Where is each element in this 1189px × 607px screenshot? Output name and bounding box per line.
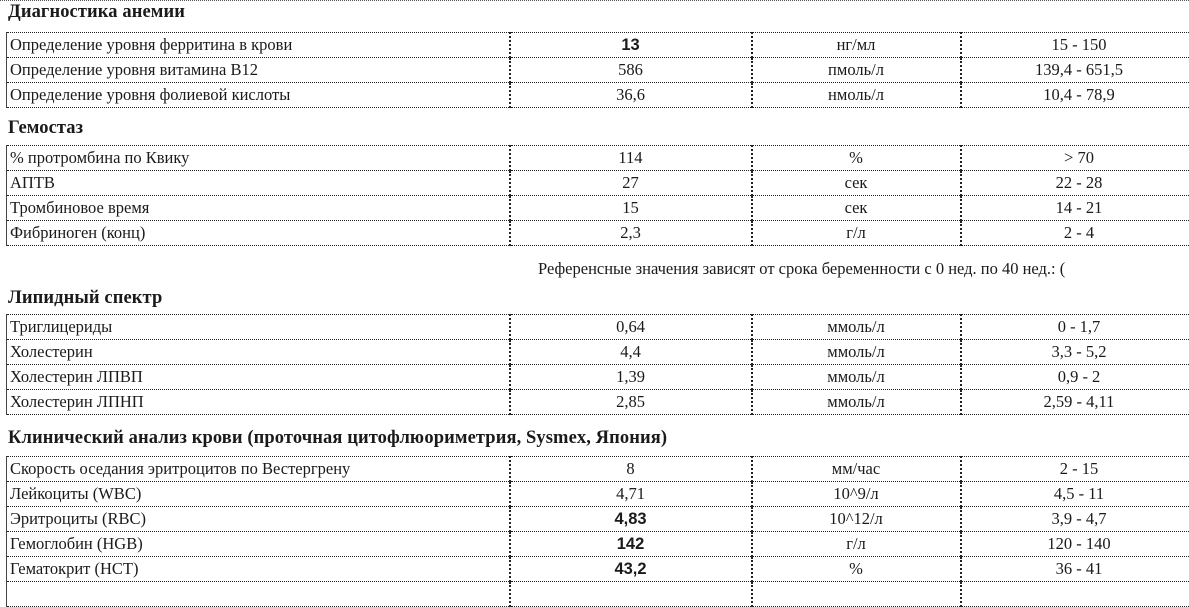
table-row: [7, 33, 1189, 58]
table-row: [7, 482, 1189, 507]
test-name: Фибриноген (конц): [7, 221, 510, 246]
cbc-table: [6, 456, 1189, 607]
test-name: Гематокрит (HCT): [7, 557, 510, 582]
test-name: Холестерин: [7, 340, 510, 365]
test-reference: 15 - 150: [961, 33, 1189, 58]
table-row: [7, 83, 1189, 108]
test-reference: 10,4 - 78,9: [961, 83, 1189, 108]
test-unit: сек: [752, 171, 961, 196]
test-value: 586: [510, 58, 752, 83]
test-value: 15: [510, 196, 752, 221]
test-value: 4,83: [510, 507, 752, 532]
test-reference: 3,9 - 4,7: [961, 507, 1189, 532]
test-name: Определение уровня витамина В12: [7, 58, 510, 83]
empty-cell: [752, 582, 961, 607]
test-value: 4,4: [510, 340, 752, 365]
test-value: 142: [510, 532, 752, 557]
test-reference: 2 - 15: [961, 457, 1189, 482]
table-row: [7, 532, 1189, 557]
anemia-table: [6, 32, 1189, 108]
test-unit: %: [752, 557, 961, 582]
test-unit: г/л: [752, 221, 961, 246]
test-value: 0,64: [510, 315, 752, 340]
table-row: [7, 171, 1189, 196]
test-value: 4,71: [510, 482, 752, 507]
test-unit: %: [752, 146, 961, 171]
empty-cell: [510, 582, 752, 607]
lipid-table: [6, 314, 1189, 415]
table-row: [7, 557, 1189, 582]
test-name: Холестерин ЛПВП: [7, 365, 510, 390]
table-row: [7, 146, 1189, 171]
test-reference: > 70: [961, 146, 1189, 171]
test-unit: нг/мл: [752, 33, 961, 58]
table-row: [7, 457, 1189, 482]
test-unit: ммоль/л: [752, 365, 961, 390]
test-name: Эритроциты (RBC): [7, 507, 510, 532]
test-value: 8: [510, 457, 752, 482]
test-name: Триглицериды: [7, 315, 510, 340]
test-value: 43,2: [510, 557, 752, 582]
test-reference: 2 - 4: [961, 221, 1189, 246]
test-name: Тромбиновое время: [7, 196, 510, 221]
test-reference: 36 - 41: [961, 557, 1189, 582]
table-row: [7, 365, 1189, 390]
test-value: 1,39: [510, 365, 752, 390]
table-row: [7, 390, 1189, 415]
empty-cell: [7, 582, 510, 607]
table-row: [7, 221, 1189, 246]
test-value: 36,6: [510, 83, 752, 108]
test-unit: пмоль/л: [752, 58, 961, 83]
hemostasis-table: [6, 145, 1189, 246]
test-name: АПТВ: [7, 171, 510, 196]
test-name: Лейкоциты (WBC): [7, 482, 510, 507]
test-name: Гемоглобин (HGB): [7, 532, 510, 557]
test-unit: сек: [752, 196, 961, 221]
test-reference: 0 - 1,7: [961, 315, 1189, 340]
test-reference: 120 - 140: [961, 532, 1189, 557]
test-unit: 10^9/л: [752, 482, 961, 507]
test-unit: 10^12/л: [752, 507, 961, 532]
test-value: 13: [510, 33, 752, 58]
test-unit: нмоль/л: [752, 83, 961, 108]
test-name: Холестерин ЛПНП: [7, 390, 510, 415]
table-row: [7, 582, 1189, 607]
reference-note: Референсные значения зависят от срока беременности с 0 нед. по 40 нед.: (: [538, 259, 1065, 279]
table-row: [7, 196, 1189, 221]
test-reference: 3,3 - 5,2: [961, 340, 1189, 365]
test-value: 2,3: [510, 221, 752, 246]
section-title-lipid: Липидный спектр: [8, 288, 162, 309]
test-name: Определение уровня ферритина в крови: [7, 33, 510, 58]
test-name: Скорость оседания эритроцитов по Вестергрену: [7, 457, 510, 482]
section-title-cbc: Клинический анализ крови (проточная цитофлюориметрия, Sysmex, Япония): [8, 428, 667, 449]
test-unit: ммоль/л: [752, 390, 961, 415]
test-reference: 14 - 21: [961, 196, 1189, 221]
section-title-anemia: Диагностика анемии: [8, 2, 185, 23]
table-row: [7, 58, 1189, 83]
test-name: Определение уровня фолиевой кислоты: [7, 83, 510, 108]
test-unit: ммоль/л: [752, 340, 961, 365]
test-unit: ммоль/л: [752, 315, 961, 340]
test-reference: 2,59 - 4,11: [961, 390, 1189, 415]
section-title-hemostasis: Гемостаз: [8, 118, 83, 139]
table-row: [7, 507, 1189, 532]
test-name: % протромбина по Квику: [7, 146, 510, 171]
test-unit: г/л: [752, 532, 961, 557]
test-reference: 0,9 - 2: [961, 365, 1189, 390]
test-reference: 139,4 - 651,5: [961, 58, 1189, 83]
test-reference: 4,5 - 11: [961, 482, 1189, 507]
empty-cell: [961, 582, 1189, 607]
table-row: [7, 315, 1189, 340]
test-reference: 22 - 28: [961, 171, 1189, 196]
test-unit: мм/час: [752, 457, 961, 482]
test-value: 2,85: [510, 390, 752, 415]
test-value: 114: [510, 146, 752, 171]
test-value: 27: [510, 171, 752, 196]
table-row: [7, 340, 1189, 365]
